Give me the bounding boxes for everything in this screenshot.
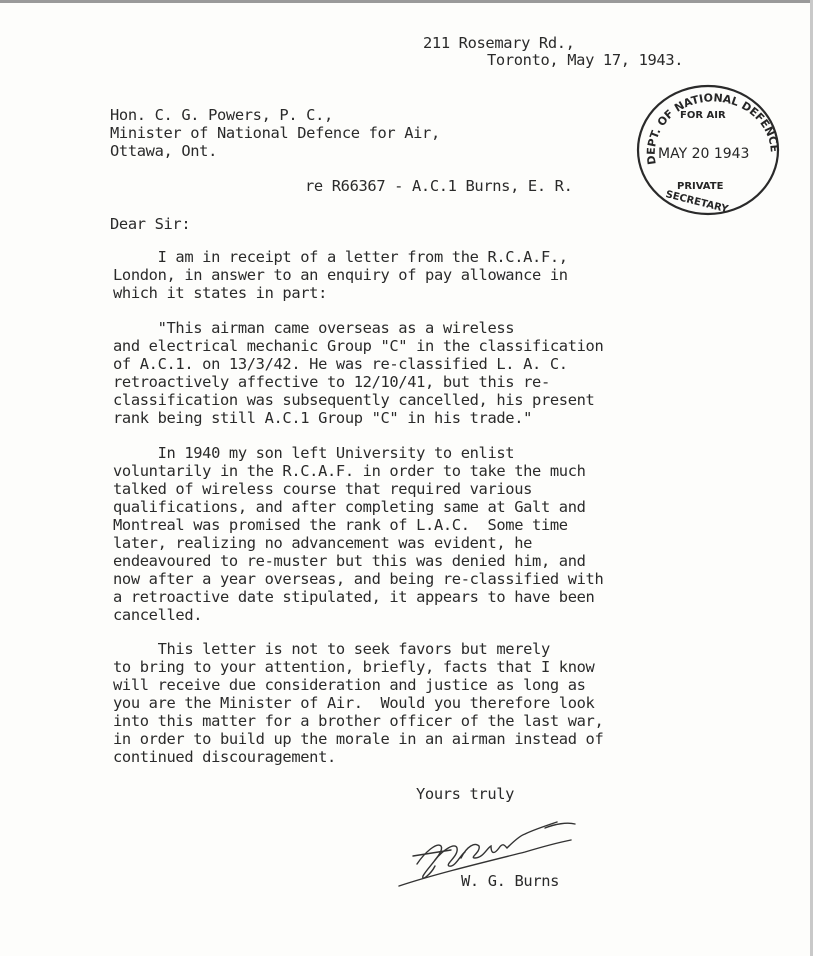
paragraph-line: This letter is not to seek favors but merely (113, 640, 550, 658)
paragraph-line: talked of wireless course that required various (113, 480, 533, 498)
paragraph-line: now after a year overseas, and being re-classified with (113, 570, 604, 588)
recipient-location: Ottawa, Ont. (110, 142, 217, 160)
scan-top-edge (0, 0, 813, 3)
quote-line: of A.C.1. on 13/3/42. He was re-classified L. A. C. (113, 355, 568, 373)
stamp-secretary: SECRETARY (664, 189, 730, 216)
stamp-private: PRIVATE (677, 181, 724, 192)
received-stamp (632, 78, 784, 216)
closing: Yours truly (416, 785, 515, 803)
paragraph-line: which it states in part: (113, 284, 327, 302)
paragraph-line: London, in answer to an enquiry of pay allowance in (113, 266, 568, 284)
paragraph-line: you are the Minister of Air. Would you therefore look (113, 694, 595, 712)
quote-line: and electrical mechanic Group "C" in the classification (113, 337, 604, 355)
paragraph-line: continued discouragement. (113, 748, 336, 766)
stamp-date: MAY 20 1943 (658, 146, 750, 162)
paragraph-line: in order to build up the morale in an airman instead of (113, 730, 604, 748)
quote-line: "This airman came overseas as a wireless (113, 319, 515, 337)
paragraph-line: will receive due consideration and justice as long as (113, 676, 586, 694)
paragraph-line: I am in receipt of a letter from the R.C.A.F., (113, 248, 568, 266)
recipient-name: Hon. C. G. Powers, P. C., (110, 106, 333, 124)
quote-line: retroactively affective to 12/10/41, but this re- (113, 373, 550, 391)
salutation: Dear Sir: (110, 215, 191, 233)
sender-city-date: Toronto, May 17, 1943. (487, 51, 684, 69)
paragraph-line: Montreal was promised the rank of L.A.C. Some time (113, 516, 568, 534)
typed-signature: W. G. Burns (461, 872, 560, 890)
paragraph-line: In 1940 my son left University to enlist (113, 444, 515, 462)
paragraph-line: a retroactive date stipulated, it appears to have been (113, 588, 595, 606)
paragraph-line: cancelled. (113, 606, 203, 624)
paragraph-line: later, realizing no advancement was evident, he (113, 534, 533, 552)
paragraph-line: endeavoured to re-muster but this was denied him, and (113, 552, 586, 570)
sender-street: 211 Rosemary Rd., (423, 34, 575, 52)
stamp-for-air: FOR AIR (680, 110, 726, 121)
quote-line: classification was subsequently cancelled, his present (113, 391, 595, 409)
quote-line: rank being still A.C.1 Group "C" in his trade." (113, 409, 533, 427)
recipient-title: Minister of National Defence for Air, (110, 124, 440, 142)
paragraph-line: qualifications, and after completing same at Galt and (113, 498, 586, 516)
paragraph-line: into this matter for a brother officer of the last war, (113, 712, 604, 730)
paragraph-line: to bring to your attention, briefly, facts that I know (113, 658, 595, 676)
stamp-ring-text: DEPT. OF NATIONAL DEFENCE (644, 91, 781, 166)
reference-line: re R66367 - A.C.1 Burns, E. R. (305, 177, 573, 195)
paragraph-line: voluntarily in the R.C.A.F. in order to take the much (113, 462, 586, 480)
